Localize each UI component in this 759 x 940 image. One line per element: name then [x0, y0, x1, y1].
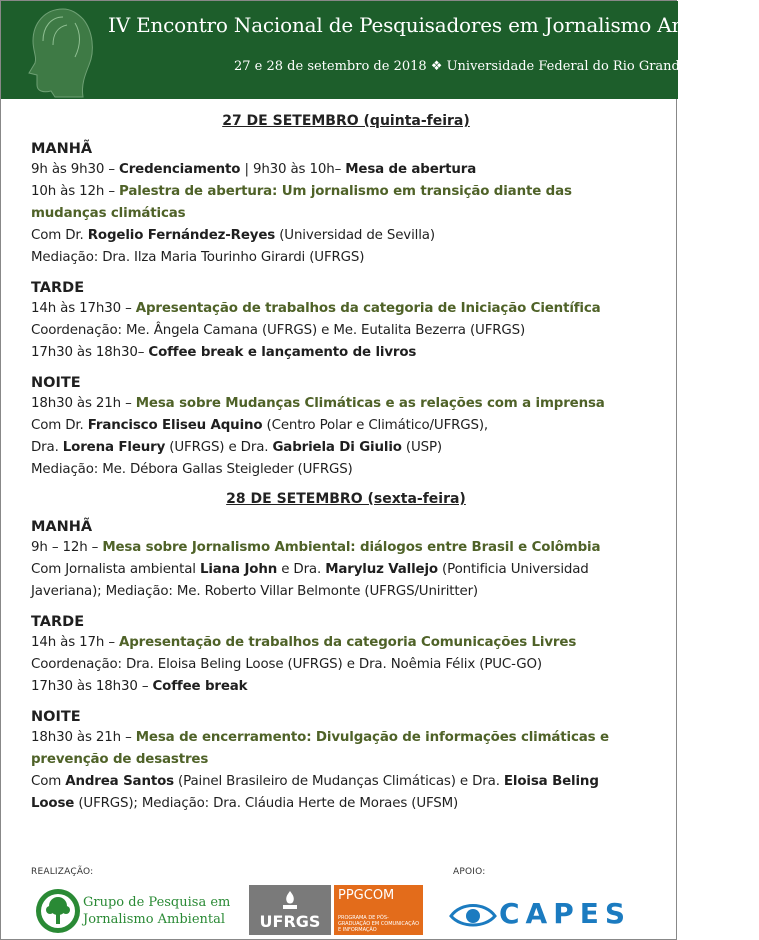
- text: (USP): [401, 440, 442, 455]
- day1-afternoon-line1: [31, 298, 661, 320]
- session-title: prevenção de desastres: [31, 752, 209, 767]
- activity-text: Coffee break e lançamento de livros: [148, 345, 417, 360]
- ufrgs-text: UFRGS: [259, 912, 321, 931]
- time-text: 9h às 9h30 –: [31, 162, 120, 177]
- day1-afternoon-label: TARDE: [31, 280, 85, 296]
- day2-afternoon-line3: [31, 676, 661, 698]
- day2-morning-line2: [31, 559, 661, 581]
- grupo-logo-text: [83, 894, 230, 928]
- time-text: 14h às 17h30 –: [31, 301, 136, 316]
- day1-night-label: NOITE: [31, 375, 81, 391]
- time-text: 10h às 12h –: [31, 184, 120, 199]
- day2-afternoon-line1: [31, 632, 661, 654]
- day2-night-line1: [31, 727, 661, 749]
- time-text: 18h30 às 21h –: [31, 396, 136, 411]
- capes-text: CAPES: [499, 897, 632, 930]
- text: Com Dr.: [31, 418, 88, 433]
- text: Com Jornalista ambiental: [31, 562, 200, 577]
- day2-title: 28 DE SETEMBRO (sexta-feira): [226, 491, 466, 507]
- day1-morning-line1: [31, 159, 661, 181]
- time-text: 17h30 às 18h30 –: [31, 679, 153, 694]
- speaker-name: Lorena Fleury: [62, 440, 166, 455]
- speaker-name: Liana John: [199, 562, 278, 577]
- ufrgs-emblem-icon: [277, 889, 303, 911]
- day1-morning-line4: [31, 225, 661, 247]
- time-text: 18h30 às 21h –: [31, 730, 136, 745]
- text: (UFRGS) e Dra.: [165, 440, 273, 455]
- day1-night-line2: [31, 415, 661, 437]
- day2-night-label: NOITE: [31, 709, 81, 725]
- ufrgs-logo: [249, 885, 331, 935]
- text: (Centro Polar e Climático/UFRGS),: [262, 418, 489, 433]
- text: (Painel Brasileiro de Mudanças Climáticas) e Dra.: [173, 774, 504, 789]
- day1-title: 27 DE SETEMBRO (quinta-feira): [222, 113, 470, 129]
- day2-night-line4: [31, 793, 661, 815]
- day1-night-line4: Mediação: Me. Débora Gallas Steigleder (UFRGS): [31, 462, 353, 477]
- speaker-name: Eloisa Beling: [503, 774, 599, 789]
- text: Com: [31, 774, 66, 789]
- day2-night-line2: [31, 749, 661, 771]
- text: Dra.: [31, 440, 63, 455]
- speaker-name: Loose: [31, 796, 75, 811]
- speaker-name: Gabriela Di Giulio: [272, 440, 402, 455]
- session-title: Apresentação de trabalhos da categoria de Iniciação Científica: [135, 301, 601, 316]
- activity-text: Mesa de abertura: [345, 162, 477, 177]
- day1-morning-label: MANHÃ: [31, 141, 93, 157]
- event-dates-venue: 27 e 28 de setembro de 2018 ❖ Universidade Federal do Rio Grande do Sul: [234, 59, 734, 74]
- header-banner: [1, 1, 759, 99]
- day1-morning-line3: [31, 203, 661, 225]
- time-text: 9h – 12h –: [31, 540, 103, 555]
- day2-night-line3: [31, 771, 661, 793]
- session-title: Apresentação de trabalhos da categoria Comunicações Livres: [119, 635, 577, 650]
- time-text: 17h30 às 18h30–: [31, 345, 149, 360]
- realizacao-label: REALIZAÇÃO:: [31, 867, 94, 877]
- text: e Dra.: [277, 562, 326, 577]
- day1-afternoon-line3: [31, 342, 661, 364]
- time-text: | 9h30 às 10h–: [240, 162, 346, 177]
- ppgcom-subtext: PROGRAMA DE PÓS-GRADUAÇÃO EM COMUNICAÇÃO E INFORMAÇÃO: [338, 915, 420, 933]
- day1-morning-line5: Mediação: Dra. Ilza Maria Tourinho Girardi (UFRGS): [31, 250, 365, 265]
- session-title: Mesa sobre Mudanças Climáticas e as relações com a imprensa: [135, 396, 605, 411]
- day1-night-line3: [31, 437, 661, 459]
- day1-night-line1: [31, 393, 661, 415]
- speaker-name: Francisco Eliseu Aquino: [87, 418, 263, 433]
- speaker-name: Andrea Santos: [65, 774, 174, 789]
- ppgcom-logo: [334, 885, 423, 935]
- day2-morning-line3: Javeriana); Mediação: Me. Roberto Villar Belmonte (UFRGS/Uniritter): [31, 584, 479, 599]
- apoio-label: APOIO:: [453, 867, 486, 877]
- speaker-name: Rogelio Fernández-Reyes: [87, 228, 276, 243]
- text: Com Dr.: [31, 228, 88, 243]
- grupo-line1: Grupo de Pesquisa em: [83, 895, 231, 910]
- day2-afternoon-label: TARDE: [31, 614, 85, 630]
- schedule: [31, 113, 661, 815]
- time-text: 14h às 17h –: [31, 635, 120, 650]
- day1-morning-line2: [31, 181, 661, 203]
- speaker-name: Maryluz Vallejo: [325, 562, 438, 577]
- day2-morning-line1: [31, 537, 661, 559]
- activity-text: Credenciamento: [119, 162, 241, 177]
- ppgcom-text: PPGCOM: [338, 888, 395, 903]
- session-title: Mesa de encerramento: Divulgação de informações climáticas e: [135, 730, 609, 745]
- day2-afternoon-line2: Coordenação: Dra. Eloisa Beling Loose (UFRGS) e Dra. Noêmia Félix (PUC-GO): [31, 657, 542, 672]
- text: (UFRGS); Mediação: Dra. Cláudia Herte de Moraes (UFSM): [74, 796, 459, 811]
- text: (Universidad de Sevilla): [275, 228, 435, 243]
- activity-text: Coffee break: [152, 679, 248, 694]
- day1-afternoon-line2: Coordenação: Me. Ângela Camana (UFRGS) e Me. Eutalita Bezerra (UFRGS): [31, 323, 526, 338]
- session-title: Mesa sobre Jornalismo Ambiental: diálogos entre Brasil e Colômbia: [102, 540, 601, 555]
- grupo-line2: Jornalismo Ambiental: [83, 912, 226, 927]
- session-title: mudanças climáticas: [31, 206, 186, 221]
- session-title: Palestra de abertura: Um jornalismo em transição diante das: [119, 184, 572, 199]
- text: (Pontificia Universidad: [437, 562, 589, 577]
- head-silhouette-icon: [23, 5, 95, 97]
- day2-morning-label: MANHÃ: [31, 519, 93, 535]
- event-title: IV Encontro Nacional de Pesquisadores em Jornalismo Ambiental: [108, 13, 759, 37]
